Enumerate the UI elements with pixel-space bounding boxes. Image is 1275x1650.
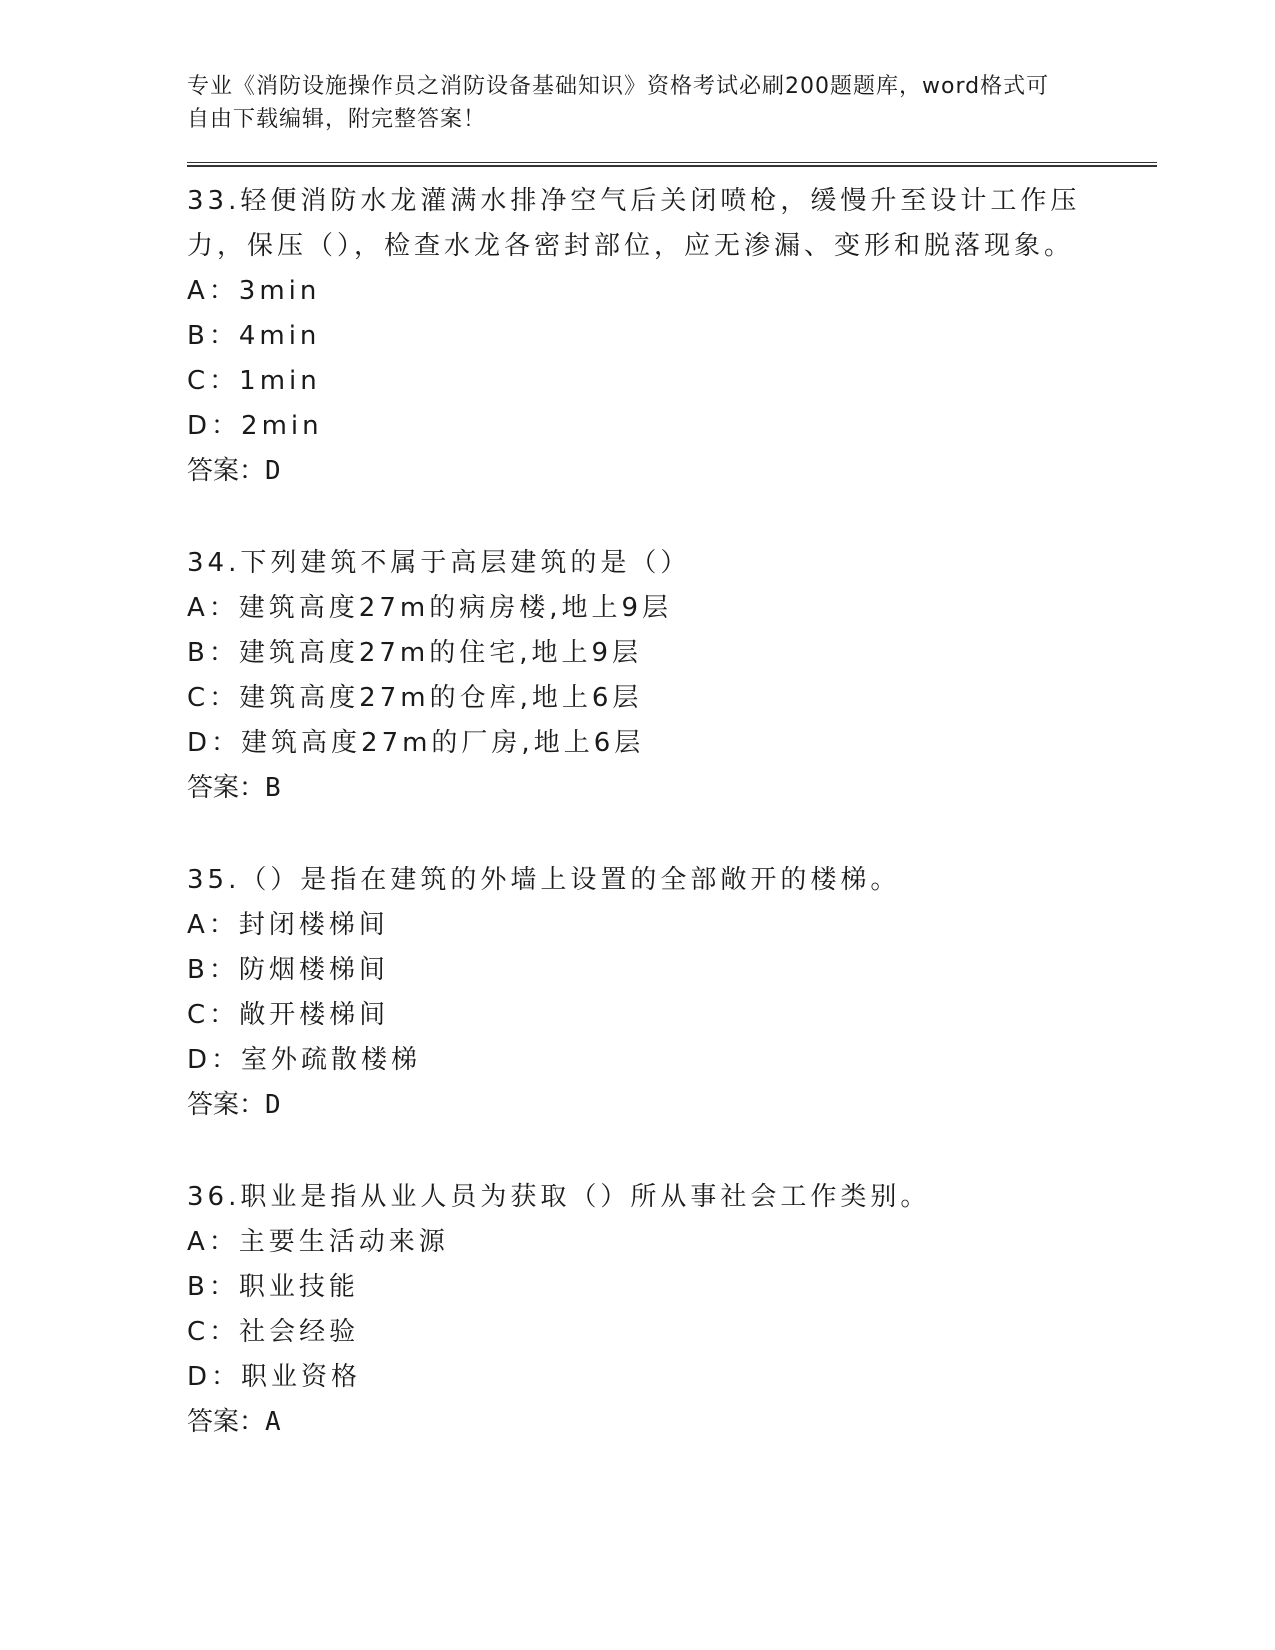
option-b: B：4min	[187, 321, 321, 351]
option-d: D：室外疏散楼梯	[187, 1045, 422, 1075]
option-c: C：社会经验	[187, 1317, 360, 1347]
option-d: D：建筑高度27m的厂房,地上6层	[187, 728, 645, 758]
option-a: A：建筑高度27m的病房楼,地上9层	[187, 593, 673, 623]
question-36	[187, 1175, 1157, 1445]
option-b: B：防烟楼梯间	[187, 955, 389, 985]
answer: 答案：B	[187, 773, 281, 803]
question-33	[187, 179, 1157, 494]
option-d: D：职业资格	[187, 1362, 362, 1392]
header-divider	[187, 162, 1157, 167]
answer: 答案：D	[187, 1090, 281, 1120]
option-a: A：封闭楼梯间	[187, 910, 389, 940]
option-a: A：3min	[187, 276, 321, 306]
option-c: C：建筑高度27m的仓库,地上6层	[187, 683, 643, 713]
option-a: A：主要生活动来源	[187, 1227, 449, 1257]
option-b: B：建筑高度27m的住宅,地上9层	[187, 638, 643, 668]
option-c: C：敞开楼梯间	[187, 1000, 390, 1030]
answer: 答案：D	[187, 456, 281, 486]
option-d: D：2min	[187, 411, 323, 441]
document-header: 专业《消防设施操作员之消防设备基础知识》资格考试必刷200题题库，word格式可自由下载编辑，附完整答案！	[187, 74, 1050, 132]
question-text: 35.（）是指在建筑的外墙上设置的全部敞开的楼梯。	[187, 865, 901, 895]
question-34	[187, 541, 1157, 811]
question-text: 33.轻便消防水龙灌满水排净空气后关闭喷枪，缓慢升至设计工作压力，保压（），检查水龙各密封部位，应无渗漏、变形和脱落现象。	[187, 186, 1081, 261]
answer: 答案：A	[187, 1407, 281, 1437]
question-text: 36.职业是指从业人员为获取（）所从事社会工作类别。	[187, 1182, 931, 1212]
option-c: C：1min	[187, 366, 321, 396]
option-b: B：职业技能	[187, 1272, 359, 1302]
document-page	[187, 70, 1157, 1445]
question-35	[187, 858, 1157, 1128]
question-text: 34.下列建筑不属于高层建筑的是（）	[187, 548, 691, 578]
